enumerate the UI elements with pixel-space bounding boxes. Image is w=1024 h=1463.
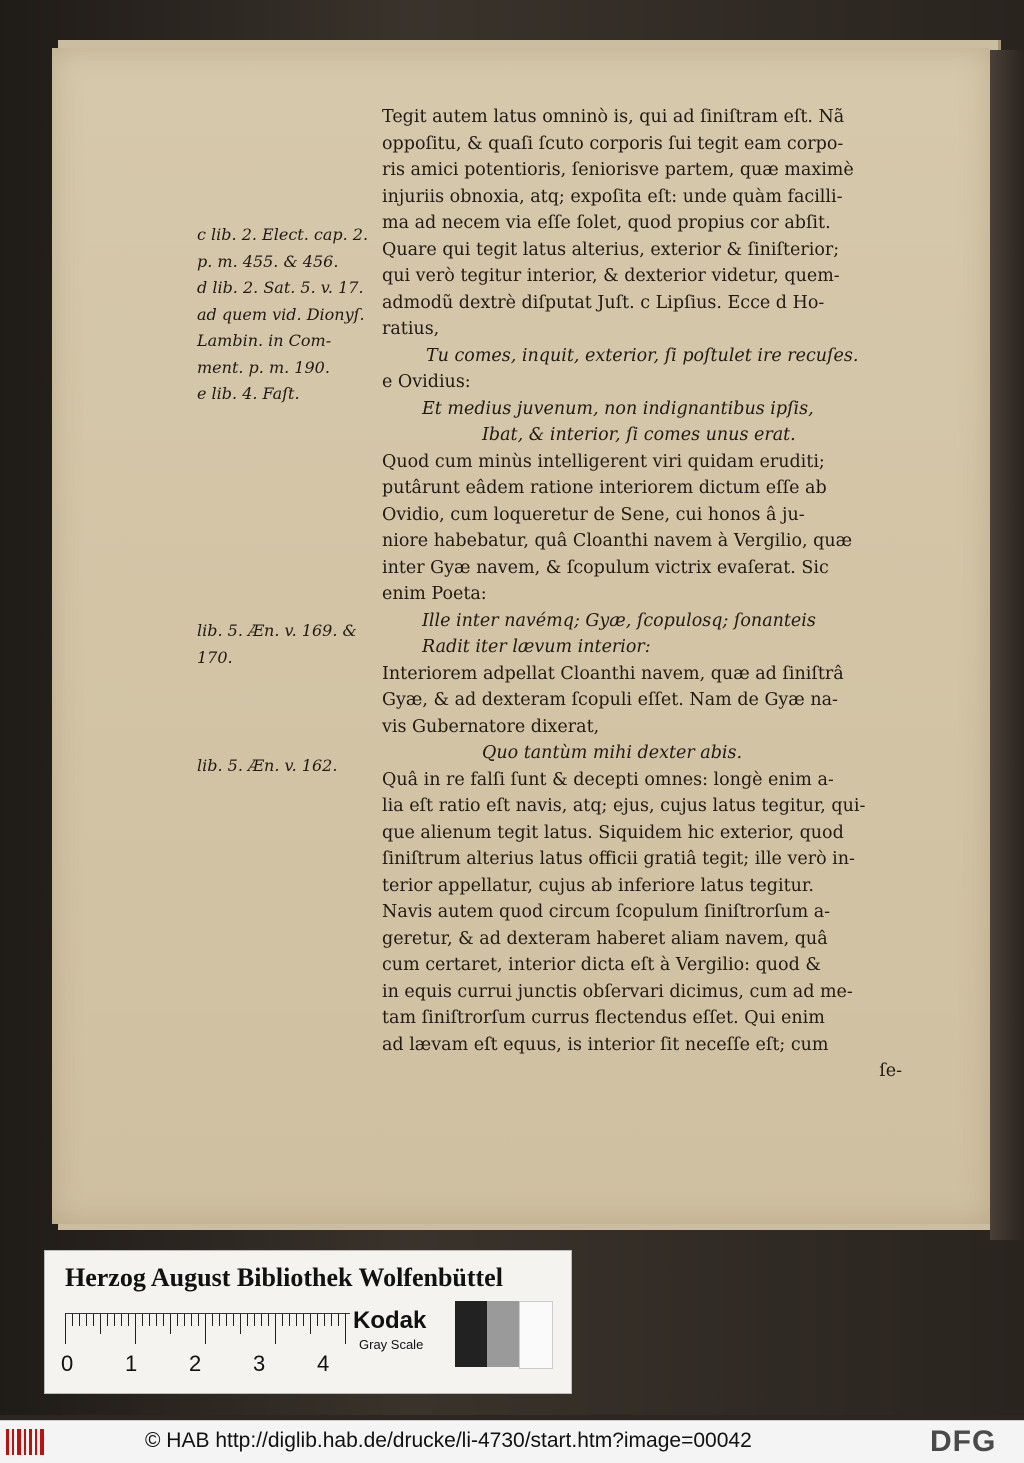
text-line: e Ovidius: bbox=[382, 372, 471, 392]
ruler-tick bbox=[268, 1314, 269, 1326]
text-line: admodũ dextrè diſputat Juſt. c Lipſius. Ecce d Ho- bbox=[382, 292, 825, 313]
margin-note: p. m. 455. & 456. bbox=[197, 251, 339, 271]
text-line: Navis autem quod circum ſcopulum ſiniſtrorſum a- bbox=[382, 902, 831, 922]
text-line: que alienum tegit latus. Siquidem hic exterior, quod bbox=[382, 822, 844, 843]
ruler-tick bbox=[79, 1314, 80, 1326]
ruler-tick bbox=[254, 1314, 255, 1326]
text-line: ſiniſtrum alterius latus officii gratiâ tegit; ille verò in- bbox=[382, 849, 855, 869]
text-line: vis Gubernatore dixerat, bbox=[382, 716, 600, 737]
text-line: Quo tantùm mihi dexter abis. bbox=[482, 743, 743, 763]
text-line: oppoſitu, & quaſi ſcuto corporis ſui tegit eam corpo- bbox=[382, 133, 844, 154]
ruler-tick bbox=[114, 1314, 115, 1326]
ruler-tick bbox=[345, 1314, 346, 1344]
text-line: Radit iter lævum interior: bbox=[422, 637, 651, 657]
margin-notes-low bbox=[197, 753, 387, 780]
ruler-tick bbox=[86, 1314, 87, 1326]
ruler-tick bbox=[65, 1314, 66, 1344]
ruler-number: 2 bbox=[189, 1351, 202, 1376]
text-line: injuriis obnoxia, atq; expoſita eſt: unde quàm facilli- bbox=[382, 186, 843, 207]
ruler-tick bbox=[296, 1314, 297, 1326]
margin-note: ad quem vid. Dionyſ. bbox=[197, 304, 365, 324]
ruler-tick bbox=[219, 1314, 220, 1326]
ruler-tick bbox=[72, 1314, 73, 1326]
ruler-tick bbox=[261, 1314, 262, 1326]
swatch-black bbox=[455, 1301, 487, 1367]
gray-scale-label: Gray Scale bbox=[359, 1337, 424, 1352]
text-line: niore habebatur, quâ Cloanthi navem à Vergilio, quæ bbox=[382, 531, 853, 551]
ruler-tick bbox=[247, 1314, 248, 1326]
text-line: terior appellatur, cujus ab inferiore latus tegitur. bbox=[382, 875, 814, 896]
ruler-tick bbox=[156, 1314, 157, 1326]
color-reference-card bbox=[44, 1250, 572, 1394]
margin-notes-mid bbox=[197, 618, 387, 671]
text-line: Quod cum minùs intelligerent viri quidam eruditi; bbox=[382, 451, 825, 472]
text-line: Tu comes, inquit, exterior, ſi poſtulet ire recuſes. bbox=[426, 345, 859, 366]
ruler-tick bbox=[177, 1314, 178, 1326]
margin-note: lib. 5. Æn. v. 162. bbox=[197, 756, 338, 775]
ruler-tick bbox=[212, 1314, 213, 1326]
ruler-tick bbox=[310, 1314, 311, 1334]
ruler-tick bbox=[331, 1314, 332, 1326]
library-name: Herzog August Bibliothek Wolfenbüttel bbox=[65, 1263, 503, 1292]
ruler-tick bbox=[240, 1314, 241, 1334]
text-line: Quâ in re falſi ſunt & decepti omnes: longè enim a- bbox=[382, 769, 834, 790]
ruler-tick bbox=[338, 1314, 339, 1326]
text-line: qui verò tegitur interior, & dexterior videtur, quem- bbox=[382, 266, 840, 286]
ruler-tick bbox=[170, 1314, 171, 1334]
ruler-tick bbox=[184, 1314, 185, 1326]
text-line: ſe- bbox=[879, 1061, 902, 1081]
ruler-number: 1 bbox=[125, 1351, 138, 1376]
ruler-tick bbox=[191, 1314, 192, 1326]
text-line: Ille inter navémq; Gyæ, ſcopulosq; ſonanteis bbox=[422, 610, 816, 631]
hab-logo-icon bbox=[6, 1429, 46, 1455]
text-line: enim Poeta: bbox=[382, 584, 487, 604]
copyright-link[interactable]: © HAB http://diglib.hab.de/drucke/li-4730/start.htm?image=00042 bbox=[145, 1429, 752, 1452]
margin-note: e lib. 4. Faſt. bbox=[197, 384, 300, 403]
ruler-tick bbox=[100, 1314, 101, 1334]
ruler-tick bbox=[107, 1314, 108, 1326]
ruler-tick bbox=[128, 1314, 129, 1326]
ruler-tick bbox=[324, 1314, 325, 1326]
ruler-tick bbox=[198, 1314, 199, 1326]
ruler-tick bbox=[282, 1314, 283, 1326]
text-line: Ibat, & interior, ſi comes unus erat. bbox=[482, 425, 796, 445]
text-line: in equis currui junctis obſervari dicimus, cum ad me- bbox=[382, 981, 853, 1002]
kodak-logo: Kodak bbox=[353, 1307, 427, 1334]
body-text bbox=[382, 104, 902, 1085]
viewer-footer-bar bbox=[0, 1420, 1024, 1463]
swatch-gray bbox=[487, 1301, 519, 1367]
text-line: Gyæ, & ad dexteram ſcopuli eſſet. Nam de Gyæ na- bbox=[382, 690, 838, 710]
margin-note: ment. p. m. 190. bbox=[197, 357, 330, 377]
ruler-tick bbox=[275, 1314, 276, 1344]
margin-note: lib. 5. Æn. v. 169. & bbox=[197, 621, 357, 640]
ruler-tick bbox=[163, 1314, 164, 1326]
text-line: Quare qui tegit latus alterius, exterior & ſiniſterior; bbox=[382, 239, 840, 260]
margin-note: d lib. 2. Sat. 5. v. 17. bbox=[197, 278, 364, 297]
ruler-tick bbox=[303, 1314, 304, 1326]
swatch-white bbox=[519, 1301, 553, 1369]
text-line: Ovidio, cum loqueretur de Sene, cui honos â ju- bbox=[382, 504, 805, 525]
dfg-logo: DFG bbox=[930, 1425, 997, 1458]
ruler-tick bbox=[226, 1314, 227, 1326]
margin-note: 170. bbox=[197, 647, 233, 667]
ruler-numbers bbox=[61, 1351, 391, 1377]
ruler-tick bbox=[121, 1314, 122, 1326]
ruler-number: 0 bbox=[61, 1351, 74, 1376]
margin-note: Lambin. in Com- bbox=[197, 331, 332, 350]
ruler-number: 3 bbox=[253, 1351, 266, 1376]
text-line: ma ad necem via eſſe ſolet, quod propius cor abſit. bbox=[382, 213, 831, 233]
text-line: geretur, & ad dexteram haberet aliam navem, quâ bbox=[382, 928, 828, 949]
text-line: cum certaret, interior dicta eſt à Vergilio: quod & bbox=[382, 955, 821, 975]
text-line: tam ſiniſtrorſum currus flectendus eſſet. Qui enim bbox=[382, 1008, 825, 1028]
ruler-tick bbox=[205, 1314, 206, 1344]
ruler-tick bbox=[289, 1314, 290, 1326]
margin-notes-top bbox=[197, 222, 387, 408]
text-line: Tegit autem latus omninò is, qui ad ſiniſtram eſt. Nã bbox=[382, 107, 845, 127]
ruler-tick bbox=[142, 1314, 143, 1326]
text-line: ratius, bbox=[382, 319, 440, 339]
ruler-tick bbox=[149, 1314, 150, 1326]
text-line: ad lævam eſt equus, is interior ſit neceſſe eſt; cum bbox=[382, 1034, 829, 1055]
text-line: Et medius juvenum, non indignantibus ipſis, bbox=[422, 398, 814, 419]
text-line: Interiorem adpellat Cloanthi navem, quæ ad ſiniſtrâ bbox=[382, 663, 844, 684]
ruler-number: 4 bbox=[317, 1351, 330, 1376]
margin-note: c lib. 2. Elect. cap. 2. bbox=[197, 225, 369, 244]
ruler-tick bbox=[233, 1314, 234, 1326]
ruler-scale bbox=[65, 1313, 350, 1344]
ruler-tick bbox=[135, 1314, 136, 1344]
text-line: ris amici potentioris, ſeniorisve partem, quæ maximè bbox=[382, 160, 854, 180]
ruler-tick bbox=[317, 1314, 318, 1326]
binding-edge bbox=[990, 50, 1024, 1240]
text-line: lia eſt ratio eſt navis, atq; ejus, cujus latus tegitur, qui- bbox=[382, 796, 866, 816]
text-line: inter Gyæ navem, & ſcopulum victrix evaſerat. Sic bbox=[382, 557, 829, 578]
ruler-tick bbox=[93, 1314, 94, 1326]
text-line: putârunt eâdem ratione interiorem dictum eſſe ab bbox=[382, 478, 827, 498]
